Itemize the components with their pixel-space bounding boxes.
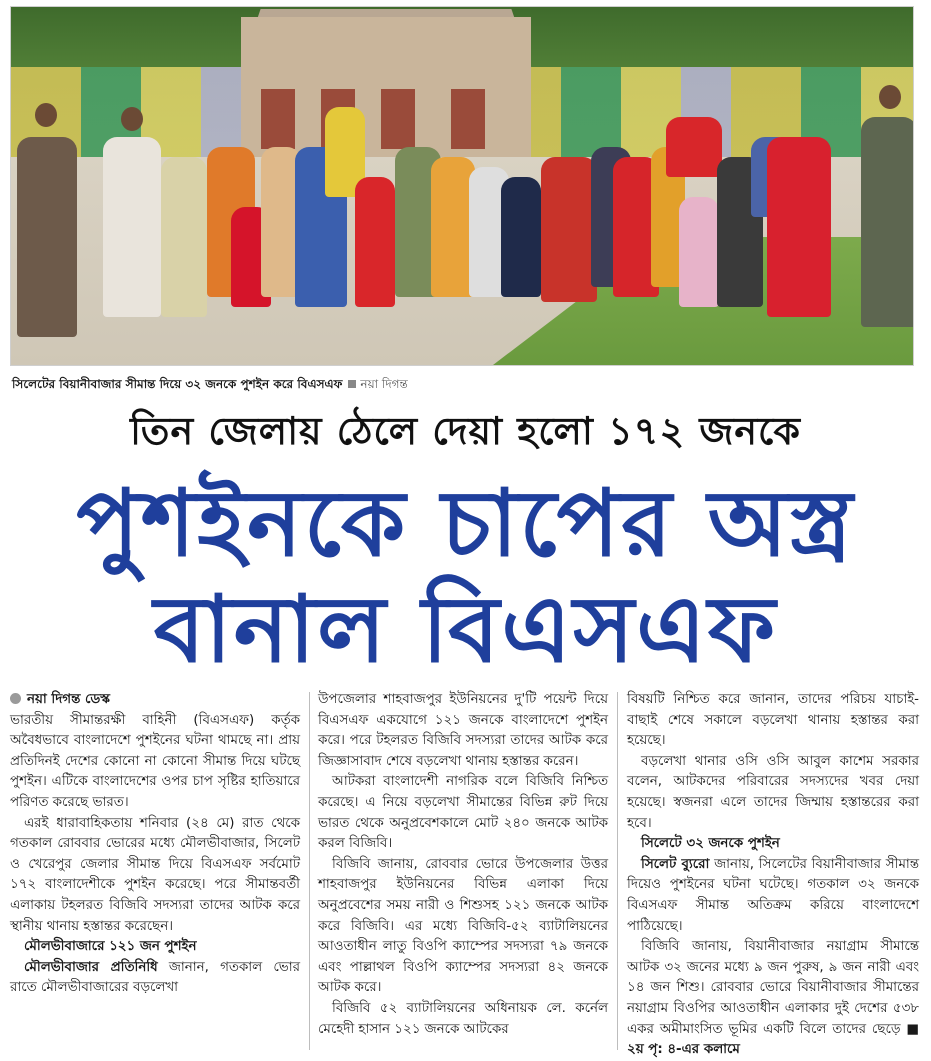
person-head bbox=[35, 103, 57, 127]
main-headline-line1: পুশইনকে চাপের অস্ত্র bbox=[76, 470, 855, 577]
main-headline-line2: বানাল বিএসএফ bbox=[153, 576, 778, 683]
kicker-headline: তিন জেলায় ঠেলে দেয়া হলো ১৭২ জনকে bbox=[130, 409, 801, 453]
person bbox=[355, 177, 395, 307]
person bbox=[501, 177, 541, 297]
paragraph: ভারতীয় সীমান্তরক্ষী বাহিনী (বিএসএফ) কর্তৃক অবৈধভাবে বাংলাদেশে পুশইনের ঘটনা থামছে না। প্রায় প্রতিদিনই দেশের কোনো না কোনো সীমান্ত দিয়ে ঘটছে পুশইন। এটিকে বাংলাদেশের ওপর চাপ সৃষ্টির হাতিয়ারে পরিণত করেছে ভারত। bbox=[10, 712, 300, 810]
person bbox=[666, 117, 722, 177]
building-door bbox=[451, 89, 485, 149]
column-divider bbox=[617, 692, 618, 1050]
caption-square-icon bbox=[348, 380, 356, 388]
paragraph: বিজিবি ৫২ ব্যাটালিয়নের অধিনায়ক লে. কর্নেল মেহেদী হাসান ১২১ জনকে আটকের bbox=[318, 1000, 608, 1037]
column-divider bbox=[309, 692, 310, 1050]
person bbox=[679, 197, 719, 307]
person bbox=[541, 157, 597, 302]
person bbox=[161, 157, 207, 317]
paragraph-text: জানায়, সিলেটের বিয়ানীবাজার সীমান্ত দিয়েও পুশইনের ঘটনা ঘটেছে। গতকাল ৩২ জনকে বিএসএফ সীমান্ত অতিক্রম করিয়ে বাংলাদেশে পাঠিয়েছে। bbox=[627, 856, 919, 934]
dateline: সিলেট ব্যুরো bbox=[641, 856, 710, 872]
caption-text: সিলেটের বিয়ানীবাজার সীমান্ত দিয়ে ৩২ জনকে পুশইন করে বিএসএফ bbox=[12, 377, 343, 391]
news-photo bbox=[10, 6, 914, 366]
person-head bbox=[121, 107, 143, 131]
continued-marker: ■ ২য় পৃ: ৪-এর কলামে bbox=[627, 1021, 919, 1058]
byline bbox=[10, 690, 300, 711]
paragraph: বিজিবি জানায়, রোববার ভোরে উপজেলার উত্তর শাহবাজপুর ইউনিয়নের বিভিন্ন এলাকা দিয়ে অনুপ্রবেশের সময় নারী ও শিশুসহ ১২১ জনকে আটক করে বিজিবি। এর মধ্যে বিজিবি-৫২ ব্যাটালিয়নের আওতাধীন লাতু বিওপি ক্যাম্পের সদস্যরা ৭৯ জনকে এবং পাল্লাথল বিওপি ক্যাম্পের সদস্যরা ৪২ জনকে আটক করে। bbox=[318, 856, 608, 996]
article-column-1 bbox=[10, 690, 300, 999]
person bbox=[103, 137, 161, 317]
person bbox=[861, 117, 914, 327]
person bbox=[17, 137, 77, 337]
paragraph bbox=[627, 937, 919, 1061]
paragraph: বড়লেখা থানার ওসি ওসি আবুল কাশেম সরকার বলেন, আটকদের পরিবারের সদস্যদের খবর দেয়া হয়েছে। স্বজনরা এলে তাদের জিম্মায় হস্তান্তরের করা হবে। bbox=[627, 753, 919, 831]
dateline: মৌলভীবাজার প্রতিনিধি bbox=[24, 959, 158, 975]
paragraph-text: জানান, গতকাল ভোর রাতে মৌলভীবাজারের বড়লেখা bbox=[10, 959, 300, 996]
paragraph-text: বিজিবি জানায়, বিয়ানীবাজার নয়াগ্রাম সীমান্তে আটক ৩২ জনের মধ্যে ৯ জন পুরুষ, ৯ জন নারী এবং ১৪ জন শিশু। রোববার ভোরে বিয়ানীবাজার সীমান্তের নয়াগ্রাম বিওপির আওতাধীন এলাকার দুই দেশের ৫৩৮ একর অমীমাংসিত ভূমির একটি বিলে তাদের ছেড়ে bbox=[627, 939, 919, 1037]
continued-text: ২য় পৃ: ৪-এর কলামে bbox=[627, 1042, 740, 1058]
byline-text: নয়া দিগন্ত ডেস্ক bbox=[27, 692, 110, 707]
paragraph bbox=[627, 855, 919, 937]
person bbox=[767, 137, 831, 317]
subheading: সিলেটে ৩২ জনকে পুশইন bbox=[641, 836, 780, 852]
photo-caption bbox=[12, 376, 408, 396]
person-head bbox=[879, 85, 901, 109]
building-door bbox=[261, 89, 295, 149]
caption-credit: নয়া দিগন্ত bbox=[360, 377, 408, 391]
article-column-2 bbox=[318, 690, 608, 1040]
paragraph: আটকরা বাংলাদেশী নাগরিক বলে বিজিবি নিশ্চিত করেছে। এ নিয়ে বড়লেখা সীমান্তের বিভিন্ন রুট দিয়ে ভারত থেকে অনুপ্রবেশকালে মোট ২৪০ জনকে আটক করল বিজিবি। bbox=[318, 774, 608, 852]
paragraph: উপজেলার শাহবাজপুর ইউনিয়নের দু'টি পয়েন্ট দিয়ে বিএসএফ একযোগে ১২১ জনকে বাংলাদেশে পুশইন করে। পরে টহলরত বিজিবি সদস্যরা তাদের আটক করে জিজ্ঞাসাবাদ শেষে বড়লেখা থানায় হস্তান্তর করেন। bbox=[318, 692, 608, 769]
bullet-icon bbox=[10, 693, 21, 704]
paragraph bbox=[10, 958, 300, 999]
paragraph: এরই ধারাবাহিকতায় শনিবার (২৪ মে) রাত থেকে গতকাল রোববার ভোরের মধ্যে মৌলভীবাজার, সিলেট ও খেরেপুর জেলার সীমান্ত দিয়ে বিএসএফ সর্বমোট ১৭২ বাংলাদেশীকে পুশইন করেছে। পরে সীমান্তবর্তী এলাকায় টহলরত বিজিবি সদস্যরা তাদের আটক করে স্থানীয় থানায় হস্তান্তর করেছেন। bbox=[10, 815, 300, 934]
building-door bbox=[381, 89, 415, 149]
article-column-3 bbox=[627, 690, 919, 1061]
paragraph: বিষয়টি নিশ্চিত করে জানান, তাদের পরিচয় যাচাই-বাছাই শেষে সকালে বড়লেখা থানায় হস্তান্তর করা হয়েছে। bbox=[627, 692, 919, 749]
building bbox=[241, 17, 531, 157]
subheading: মৌলভীবাজারে ১২১ জন পুশইন bbox=[24, 939, 197, 955]
